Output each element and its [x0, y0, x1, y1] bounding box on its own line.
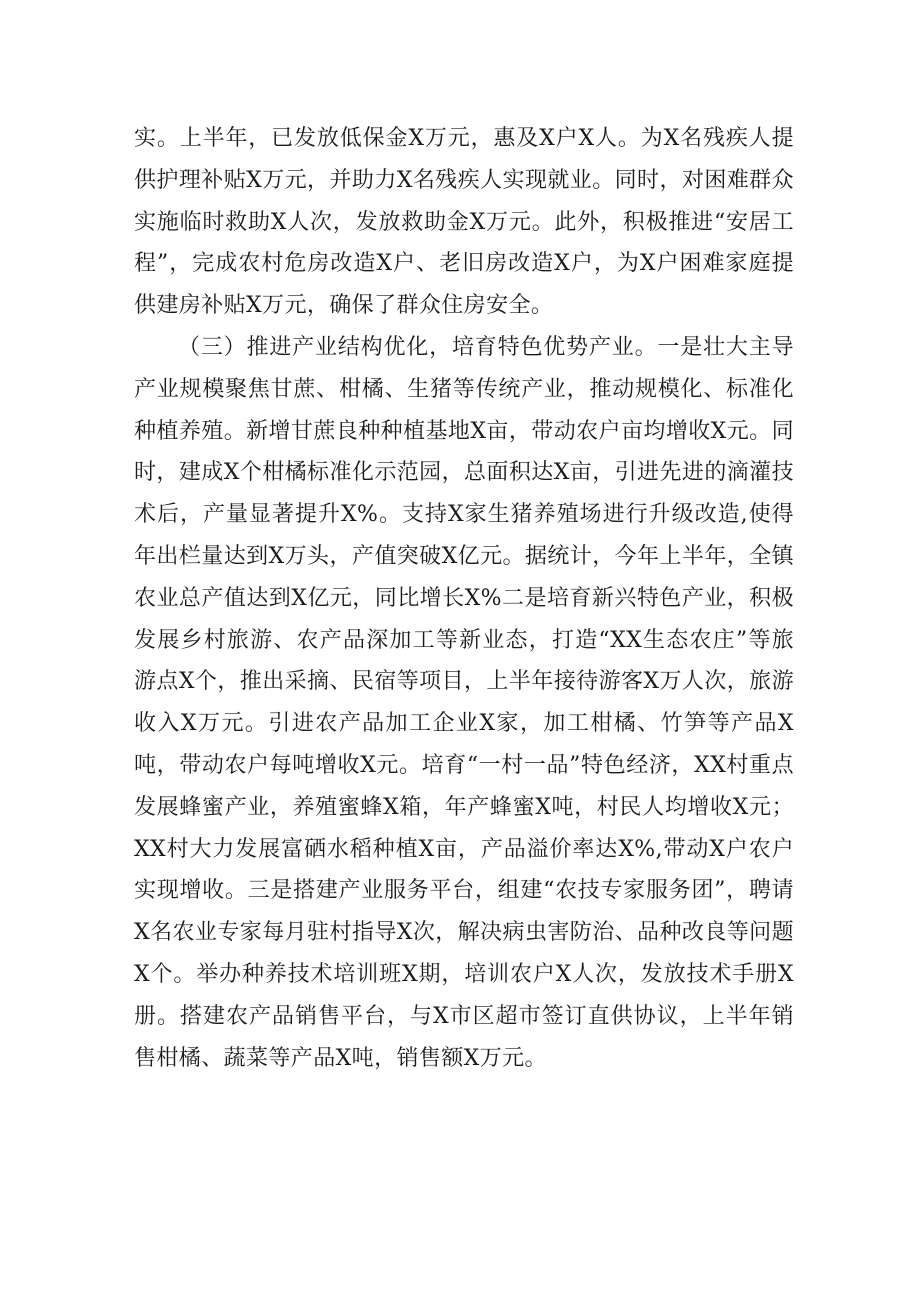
- paragraph-continuation: 实。上半年，已发放低保金X万元，惠及X户X人。为X名残疾人提供护理补贴X万元，并助力X名残疾人实现就业。同时，对困难群众实施临时救助X人次，发放救助金X万元。此外，积极推进“安居工程”，完成农村危房改造X户、老旧房改造X户，为X户困难家庭提供建房补贴X万元，确保了群众住房安全。: [134, 126, 794, 319]
- document-body: [134, 118, 794, 1079]
- paragraph-section-three: （三）推进产业结构优化，培育特色优势产业。一是壮大主导产业规模聚焦甘蔗、柑橘、生猪等传统产业，推动规模化、标准化种植养殖。新增甘蔗良种种植基地X亩，带动农户亩均增收X元。同时，建成X个柑橘标准化示范园，总面积达X亩，引进先进的滴灌技术后，产量显著提升X%。支持X家生猪养殖场进行升级改造,使得年出栏量达到X万头，产值突破X亿元。据统计，今年上半年，全镇农业总产值达到X亿元，同比增长X%二是培育新兴特色产业，积极发展乡村旅游、农产品深加工等新业态，打造“XX生态农庄”等旅游点X个，推出采摘、民宿等项目，上半年接待游客X万人次，旅游收入X万元。引进农产品加工企业X家，加工柑橘、竹笋等产品X吨，带动农户每吨增收X元。培育“一村一品”特色经济，XX村重点发展蜂蜜产业，养殖蜜蜂X箱，年产蜂蜜X吨，村民人均增收X元；XX村大力发展富硒水稻种植X亩，产品溢价率达X%,带动X户农户实现增收。三是搭建产业服务平台，组建“农技专家服务团”，聘请X名农业专家每月驻村指导X次，解决病虫害防治、品种改良等问题X个。举办种养技术培训班X期，培训农户X人次，发放技术手册X册。搭建农产品销售平台，与X市区超市签订直供协议，上半年销售柑橘、蔬菜等产品X吨，销售额X万元。: [134, 334, 794, 1071]
